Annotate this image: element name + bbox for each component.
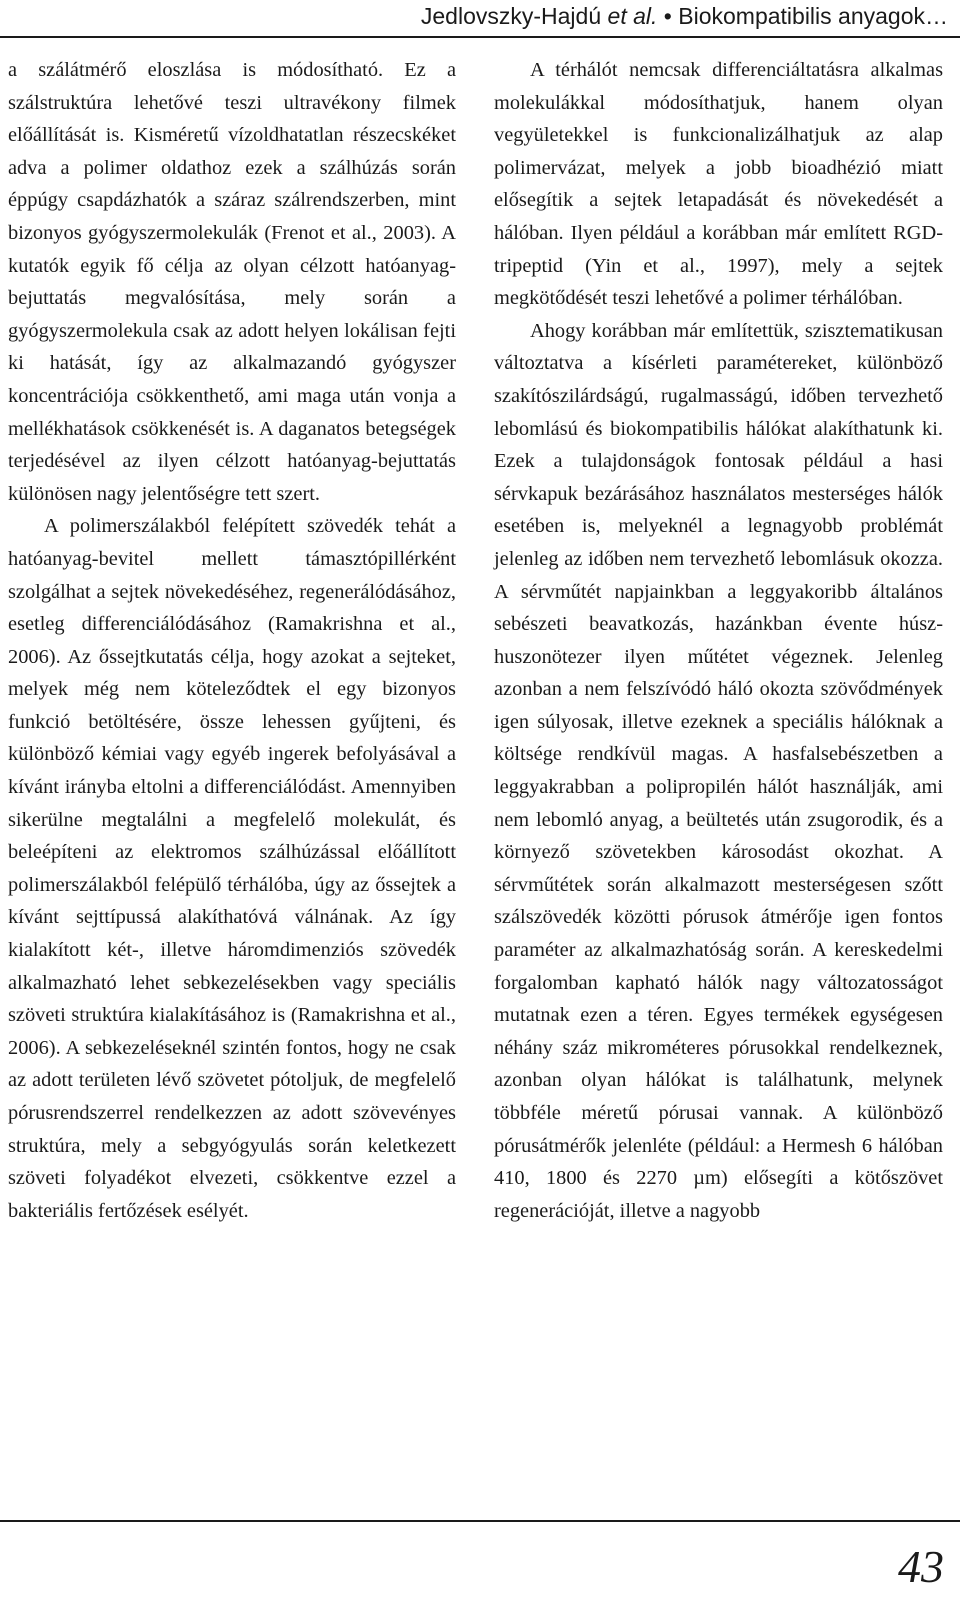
header-rule (0, 36, 960, 38)
right-paragraph-2: Ahogy korábban már említettük, szisztematikusan változtatva a kísérleti paramétereket, különböző szakítószilárdságú, rugalmasságú, időben tervezhető lebomlású és biokompatibilis hálókat alakíthatunk ki. Ezek a tulajdonságok fontosak például a hasi sérvkapuk bezárásához használatos mesterséges hálók esetében is, melyeknél a legnagyobb problémát jelenleg az időben nem tervezhető lebomlásuk okozza. A sérvműtét napjainkban a leggyakoribb általános sebészeti beavatkozás, hazánkban évente húsz-huszonötezer ilyen műtétet végeznek. Jelenleg azonban a nem felszívódó háló okozta szövődmények igen súlyosak, illetve ezeknek a speciális hálóknak a költsége rendkívül magas. A hasfalsebészetben a leggyakrabban a polipropilén hálót használják, ami nem lebomló anyag, a beültetés után zsugorodik, és a környező szövetekben károsodást okozhat. A sérvműtétek során alkalmazott mesterségesen szőtt szálszövedék közötti pórusok átmérője igen fontos paraméter az alkalmazhatóság során. A kereskedelmi forgalomban kapható hálók nagy változatosságot mutatnak ezen a téren. Egyes termékek egységesen néhány száz mikrométeres pórusokkal rendelkeznek, azonban olyan hálókat is találhatunk, melynek többféle méretű pórusai vannak. A különböző pórusátmérők jelenléte (például: a Hermesh 6 hálóban 410, 1800 és 2270 µm) elősegíti a kötőszövet regenerációját, illetve a nagyobb (494, 319, 943, 1222)
footer-rule (0, 1520, 960, 1522)
page-number: 43 (898, 1541, 944, 1592)
left-paragraph-1: a szálátmérő eloszlása is módosítható. Ez a szálstruktúra lehetővé teszi ultravékony filmek előállítását is. Kisméretű vízoldhatatlan részecskéket adva a polimer oldathoz ezek a szálhúzás során éppúgy csapdázhatók a száraz szálrendszerben, mint bizonyos gyógyszermolekulák (Frenot et al., 2003). A kutatók egyik fő célja az olyan célzott hatóanyag-bejuttatás megvalósítása, mely során a gyógyszermolekula csak az adott helyen lokálisan fejti ki hatását, így az alkalmazandó gyógyszer koncentrációja csökkenthető, ami maga után vonja a mellékhatások csökkenését is. A daganatos betegségek terjedésével az ilyen célzott hatóanyag-bejuttatás különösen nagy jelentőségre tett szert. (8, 59, 456, 505)
right-paragraph-1: A térhálót nemcsak differenciáltatásra alkalmas molekulákkal módosíthatjuk, hanem olyan vegyületekkel is funkcionalizálhatjuk az alap polimervázat, melyek a jobb bioadhézió miatt elősegítik a sejtek letapadását és növekedését a hálóban. Ilyen például a korábban már említett RGD-tripeptid (Yin et al., 1997), mely a sejtek megkötődését teszi lehetővé a polimer térhálóban. (494, 59, 943, 310)
header-title: Biokompatibilis anyagok… (678, 3, 948, 29)
left-column (8, 54, 456, 1227)
left-paragraph-2: A polimerszálakból felépített szövedék tehát a hatóanyag-bevitel mellett támasztópillérként szolgálhat a sejtek növekedéséhez, regenerálódásához, esetleg differenciálódásához (Ramakrishna et al., 2006). Az őssejtkutatás célja, hogy azokat a sejteket, melyek még nem köteleződtek el egy bizonyos funkció betöltésére, össze lehessen gyűjteni, és különböző kémiai vagy egyéb ingerek befolyásával a kívánt irányba eltolni a differenciálódást. Amennyiben sikerülne megtalálni a megfelelő molekulát, és beleépíteni az elektromos szálhúzással előállított polimerszálakból felépülő térhálóba, úgy az őssejtek a kívánt sejttípussá alakíthatóvá válnának. Az így kialakított két-, illetve háromdimenziós szövedék alkalmazható lehet sebkezelésekben vagy speciális szöveti struktúra kialakításához is (Ramakrishna et al., 2006). A sebkezeléseknél szintén fontos, hogy ne csak az adott területen lévő szövetet pótoljuk, de megfelelő pórusrendszerrel rendelkezzen az adott szövevényes struktúra, mely a sebgyógyulás során keletkezett szöveti folyadékot elvezeti, csökkentve ezzel a bakteriális fertőzések esélyét. (8, 515, 456, 1222)
header-separator: • (663, 3, 672, 29)
right-column (494, 54, 943, 1227)
header-et-al: et al. (607, 3, 658, 29)
running-header (421, 3, 948, 30)
header-authors: Jedlovszky-Hajdú (420, 3, 602, 29)
